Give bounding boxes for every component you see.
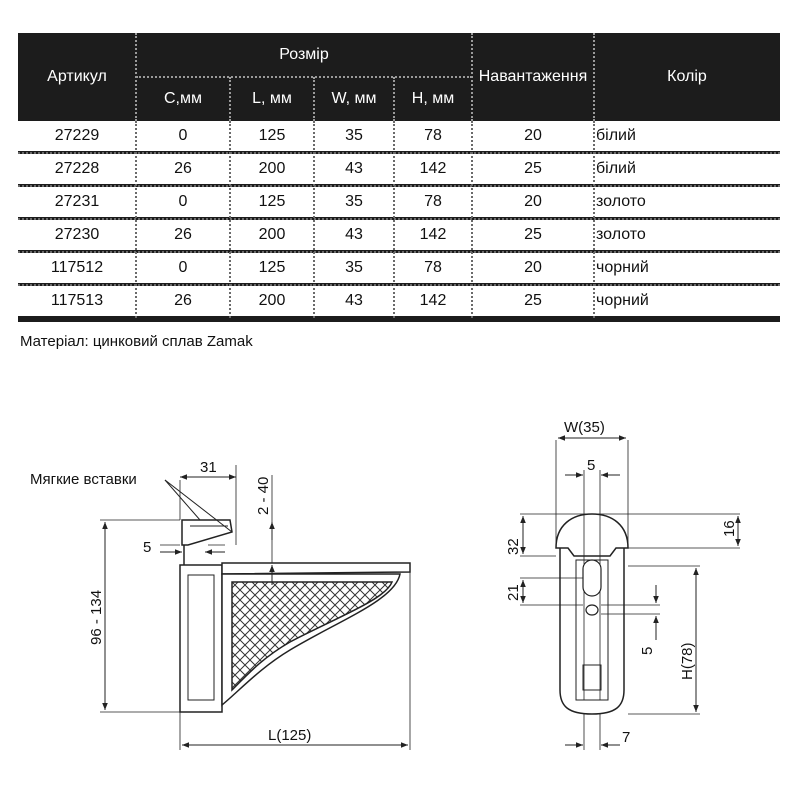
dim-5-side: 5	[143, 539, 152, 556]
header-w: W, мм	[331, 90, 377, 107]
dim-2-40: 2 - 40	[255, 476, 272, 515]
header-article: Артикул	[47, 68, 107, 85]
cell-article: 117512	[50, 259, 104, 276]
cell-c: 0	[178, 259, 188, 276]
cell-h: 78	[424, 127, 442, 144]
material-note: Матеріал: цинковий сплав Zamak	[20, 333, 253, 350]
cell-h: 142	[419, 160, 447, 177]
cell-load: 20	[524, 259, 542, 276]
cell-c: 0	[178, 127, 188, 144]
dim-16: 16	[721, 520, 738, 537]
dim-21: 21	[505, 584, 522, 601]
cell-w: 35	[345, 259, 363, 276]
cell-load: 20	[524, 127, 542, 144]
cell-l: 125	[258, 259, 286, 276]
front-view	[520, 438, 740, 750]
cell-load: 25	[524, 226, 542, 243]
cell-article: 27229	[54, 127, 100, 144]
cell-l: 125	[258, 193, 286, 210]
cell-color: білий	[596, 127, 636, 144]
cell-h: 142	[419, 292, 447, 309]
cell-w: 35	[345, 127, 363, 144]
header-load: Навантаження	[478, 68, 588, 85]
cell-load: 25	[524, 160, 542, 177]
cell-c: 26	[174, 292, 192, 309]
cell-l: 125	[258, 127, 286, 144]
dim-height: H(78)	[679, 642, 696, 680]
cell-load: 20	[524, 193, 542, 210]
cell-article: 27228	[54, 160, 100, 177]
cell-article: 27231	[54, 193, 100, 210]
cell-c: 26	[174, 160, 192, 177]
header-h: H, мм	[411, 90, 455, 107]
cell-color: чорний	[596, 292, 649, 309]
cell-l: 200	[258, 160, 286, 177]
dim-length: L(125)	[268, 727, 312, 744]
cell-w: 43	[345, 292, 363, 309]
cell-w: 35	[345, 193, 363, 210]
cell-color: білий	[596, 160, 636, 177]
cell-h: 78	[424, 193, 442, 210]
header-l: L, мм	[252, 90, 292, 107]
header-size-group: Розмір	[279, 46, 329, 63]
dim-31: 31	[200, 459, 217, 476]
cell-l: 200	[258, 226, 286, 243]
dim-32: 32	[505, 538, 522, 555]
callout-soft-inserts: Мягкие вставки	[30, 471, 137, 488]
dim-width: W(35)	[564, 419, 605, 436]
dim-5-side-front: 5	[639, 646, 656, 655]
cell-color: чорний	[596, 259, 649, 276]
cell-c: 0	[178, 193, 188, 210]
cell-h: 78	[424, 259, 442, 276]
cell-color: золото	[596, 193, 646, 210]
dim-96-134: 96 - 134	[88, 589, 105, 645]
dim-5-top: 5	[587, 457, 596, 474]
cell-load: 25	[524, 292, 542, 309]
cell-article: 117513	[50, 292, 104, 309]
cell-w: 43	[345, 160, 363, 177]
cell-h: 142	[419, 226, 447, 243]
cell-color: золото	[596, 226, 646, 243]
dim-7: 7	[622, 729, 631, 746]
cell-article: 27230	[54, 226, 100, 243]
header-c: C,мм	[164, 90, 202, 107]
cell-l: 200	[258, 292, 286, 309]
header-color: Колір	[667, 68, 707, 85]
cell-c: 26	[174, 226, 192, 243]
cell-w: 43	[345, 226, 363, 243]
